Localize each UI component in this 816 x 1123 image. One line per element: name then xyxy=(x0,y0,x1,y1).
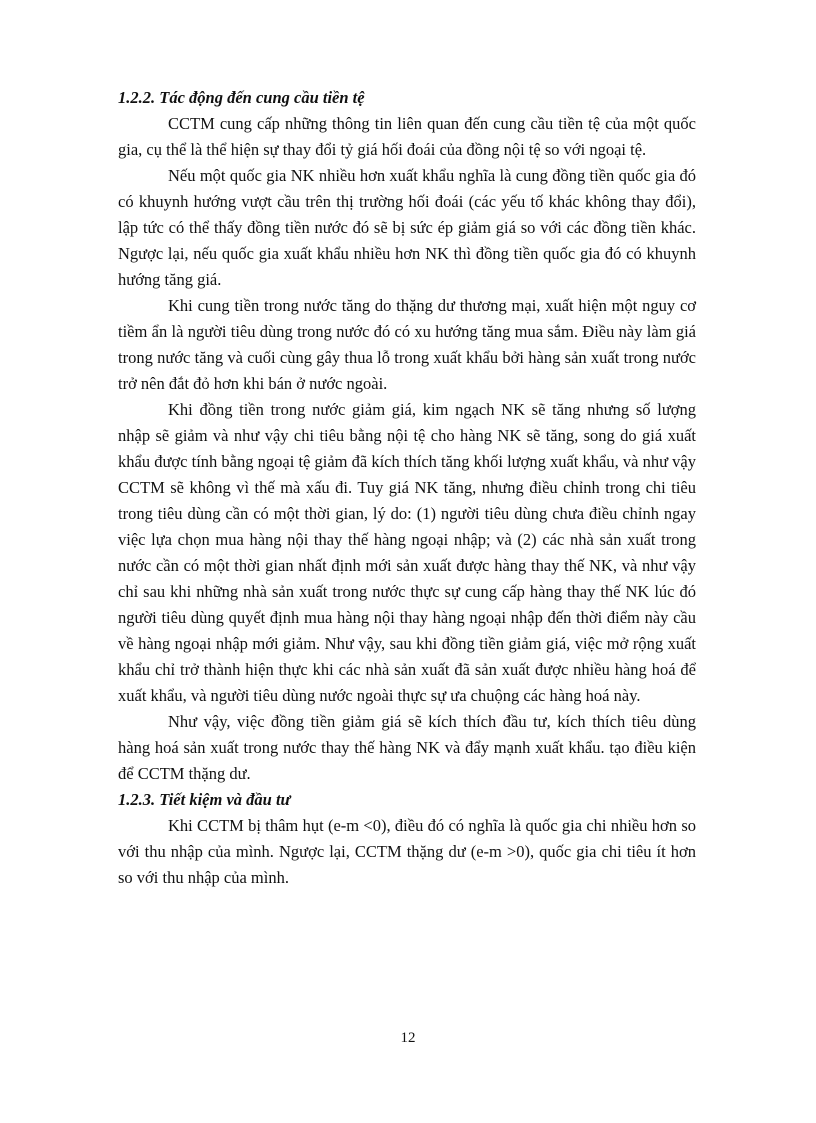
paragraph-3: Khi cung tiền trong nước tăng do thặng dư thương mại, xuất hiện một nguy cơ tiềm ẩn là người tiêu dùng trong nước đó có xu hướng tăng mua sắm. Điều này làm giá trong nước tăng và cuối cùng gây thua lỗ trong xuất khẩu bởi hàng sản xuất trong nước trở nên đắt đỏ hơn khi bán ở nước ngoài. xyxy=(118,296,696,393)
document-body xyxy=(118,85,696,891)
page-number: 12 xyxy=(400,1030,416,1046)
paragraph-6: Khi CCTM bị thâm hụt (e-m <0), điều đó có nghĩa là quốc gia chi nhiều hơn so với thu nhập của mình. Ngược lại, CCTM thặng dư (e-m >0), quốc gia chi tiêu ít hơn so với thu nhập của mình. xyxy=(118,816,696,887)
paragraph-4: Khi đồng tiền trong nước giảm giá, kim ngạch NK sẽ tăng nhưng số lượng nhập sẽ giảm và như vậy chi tiêu bằng nội tệ cho hàng NK sẽ tăng, song do giá xuất khẩu được tính bằng ngoại tệ giảm đã kích thích tăng khối lượng xuất khẩu, và như vậy CCTM sẽ không vì thế mà xấu đi. Tuy giá NK tăng, nhưng điều chỉnh trong chi tiêu trong tiêu dùng cần có một thời gian, lý do: (1) người tiêu dùng chưa điều chỉnh ngay việc lựa chọn mua hàng nội thay thế hàng ngoại nhập; và (2) các nhà sản xuất trong nước cần có một thời gian nhất định mới sản xuất được hàng thay thế NK, và như vậy chỉ sau khi những nhà sản xuất trong nước thực sự cung cấp hàng thay thế NK lúc đó người tiêu dùng quyết định mua hàng nội thay hàng ngoại nhập đến thời điểm này cầu về hàng ngoại nhập mới giảm. Như vậy, sau khi đồng tiền giảm giá, việc mở rộng xuất khẩu chỉ trở thành hiện thực khi các nhà sản xuất đã sản xuất được nhiều hàng hoá để xuất khẩu, và người tiêu dùng nước ngoài thực sự ưa chuộng các hàng hoá này. xyxy=(118,400,696,705)
paragraph-1: CCTM cung cấp những thông tin liên quan đến cung cầu tiền tệ của một quốc gia, cụ thể là thể hiện sự thay đổi tỷ giá hối đoái của đồng nội tệ so với ngoại tệ. xyxy=(118,114,696,159)
section-heading-1-2-2: 1.2.2. Tác động đến cung cầu tiền tệ xyxy=(118,88,365,107)
section-heading-1-2-3: 1.2.3. Tiết kiệm và đầu tư xyxy=(118,790,291,809)
paragraph-5: Như vậy, việc đồng tiền giảm giá sẽ kích thích đầu tư, kích thích tiêu dùng hàng hoá sản xuất trong nước thay thế hàng NK và đẩy mạnh xuất khẩu. tạo điều kiện để CCTM thặng dư. xyxy=(118,712,696,783)
paragraph-2: Nếu một quốc gia NK nhiều hơn xuất khẩu nghĩa là cung đồng tiền quốc gia đó có khuynh hướng vượt cầu trên thị trường hối đoái (các yếu tố khác không thay đổi), lập tức có thể thấy đồng tiền nước đó sẽ bị sức ép giảm giá so với các đồng tiền khác. Ngược lại, nếu quốc gia xuất khẩu nhiều hơn NK thì đồng tiền quốc gia đó có khuynh hướng tăng giá. xyxy=(118,166,696,289)
